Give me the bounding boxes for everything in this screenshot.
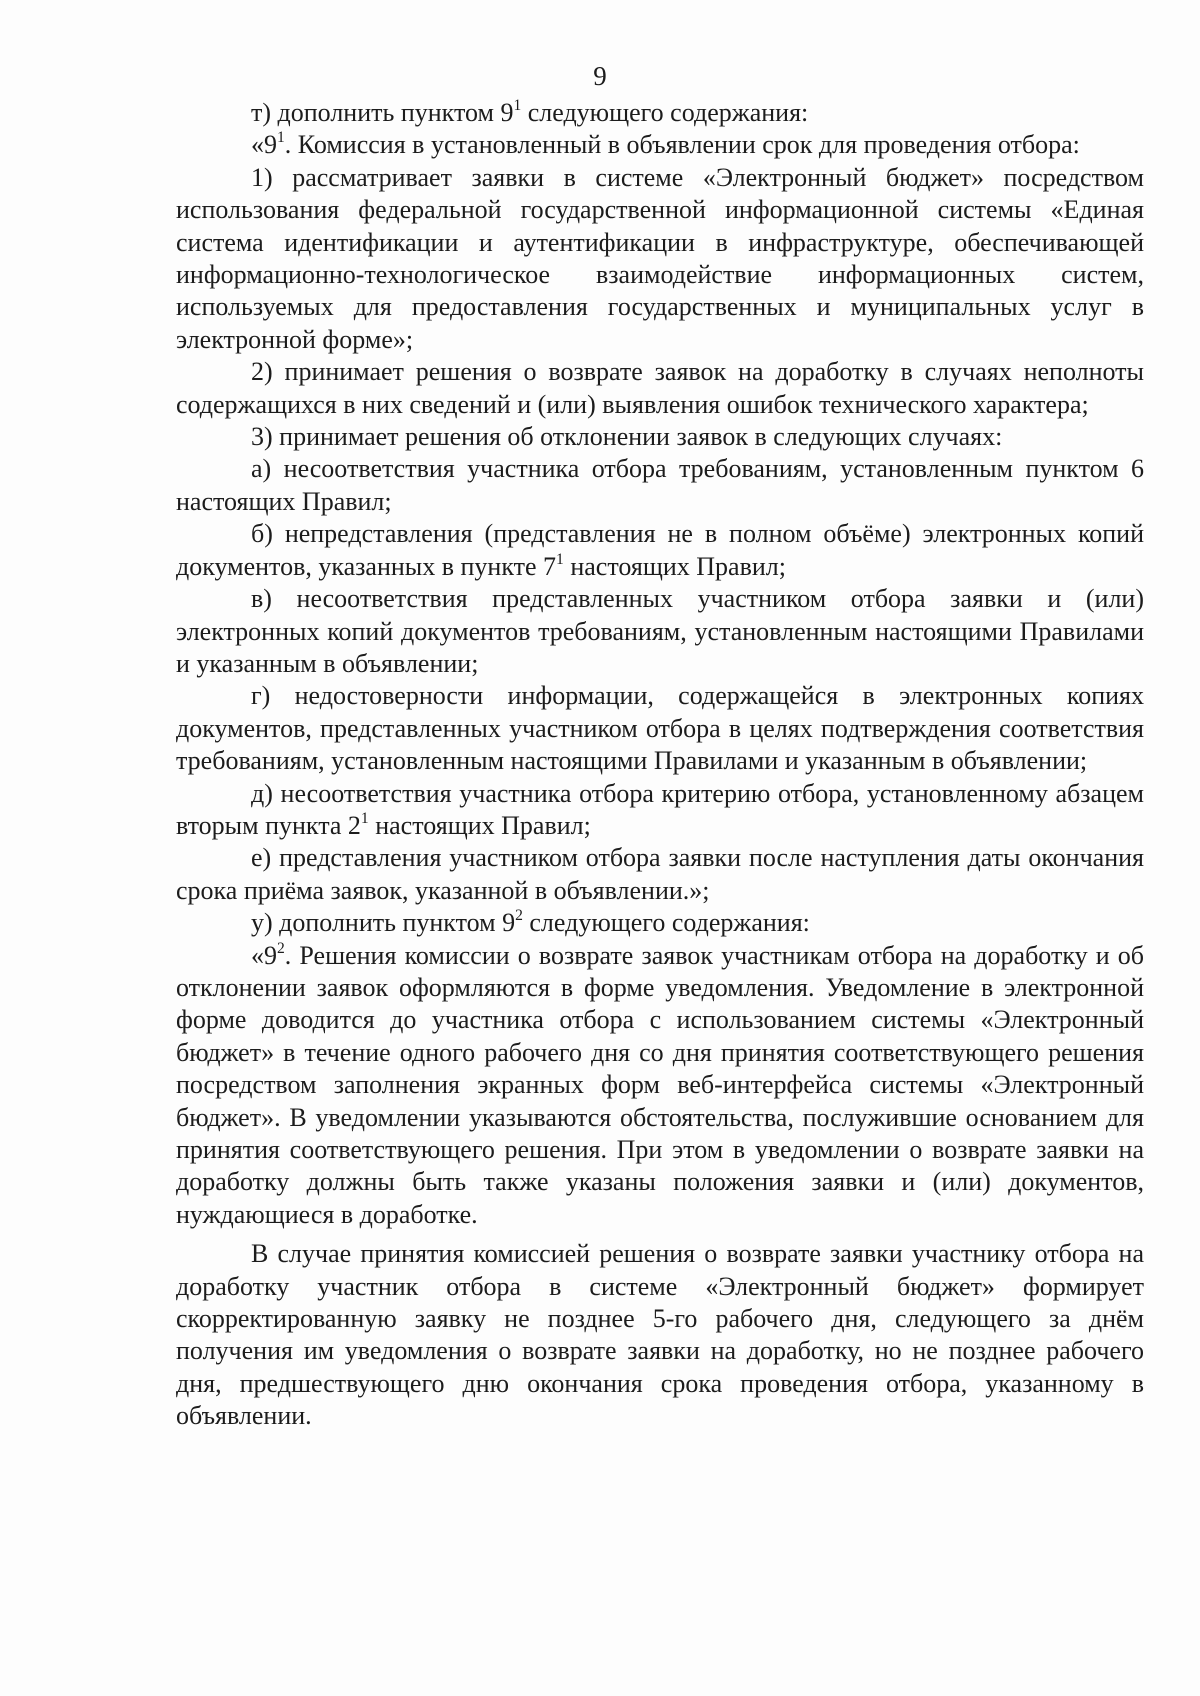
paragraph-text: В случае принятия комиссией решения о возврате заявки участнику отбора на доработку участник отбора в системе «Электронный бюджет» формирует скорректированную заявку не позднее 5-го рабочего дня, следующего за днём получения им уведомления о возврате заявки на доработку, но не позднее рабочего дня, предшествующего дню окончания срока проведения отбора, указанному в объявлении.	[176, 1239, 1144, 1431]
paragraph	[176, 1238, 1144, 1432]
paragraph	[176, 842, 1144, 907]
paragraph	[176, 940, 1144, 1232]
document-body	[176, 97, 1144, 1433]
paragraph-text: . Комиссия в установленный в объявлении срок для проведения отбора:	[284, 130, 1080, 160]
superscript: 1	[277, 129, 285, 147]
superscript: 1	[513, 97, 522, 115]
paragraph-text: «9	[251, 940, 277, 970]
superscript: 1	[360, 810, 369, 828]
paragraph-text: . Решения комиссии о возврате заявок участникам отбора на доработку и об отклонении заявок оформляются в форме уведомления. Уведомление в электронной форме доводится до участника отбора с использованием системы «Электронный бюджет» в течение одного рабочего дня со дня принятия соответствующего решения посредством заполнения экранных форм веб-интерфейса системы «Электронный бюджет». В уведомлении указываются обстоятельства, послужившие основанием для принятия соответствующего решения. При этом в уведомлении о возврате заявки на доработку должны быть также указаны положения заявки и (или) документов, нуждающиеся в доработке.	[176, 940, 1144, 1229]
superscript: 2	[277, 939, 285, 957]
paragraph	[176, 129, 1144, 161]
paragraph	[176, 583, 1144, 680]
page-number: 9	[593, 61, 607, 91]
paragraph-text: настоящих Правил;	[563, 551, 786, 581]
paragraph-text: следующего содержания:	[522, 908, 810, 938]
paragraph	[176, 162, 1144, 356]
paragraph	[176, 778, 1144, 843]
paragraph	[176, 453, 1144, 518]
paragraph-text: б) непредставления (представления не в полном объёме) электронных копий документов, указанных в пункте 7	[176, 519, 1144, 581]
superscript: 1	[556, 550, 564, 568]
paragraph-text: а) несоответствия участника отбора требованиям, установленным пунктом 6 настоящих Правил;	[176, 454, 1144, 516]
paragraph	[176, 907, 1144, 939]
paragraph-text: в) несоответствия представленных участником отбора заявки и (или) электронных копий документов требованиям, установленным настоящими Правилами и указанным в объявлении;	[176, 584, 1144, 678]
paragraph-text: д) несоответствия участника отбора критерию отбора, установленному абзацем вторым пункта 2	[176, 778, 1144, 840]
paragraph-text: 2) принимает решения о возврате заявок на доработку в случаях неполноты содержащихся в них сведений и (или) выявления ошибок технического характера;	[176, 357, 1144, 419]
paragraph	[176, 518, 1144, 583]
paragraph	[176, 421, 1144, 453]
paragraph-text: 3) принимает решения об отклонении заявок в следующих случаях:	[251, 422, 1003, 452]
paragraph-text: г) недостоверности информации, содержащейся в электронных копиях документов, представленных участником отбора в целях подтверждения соответствия требованиям, установленным настоящими Правилами и указанным в объявлении;	[176, 681, 1144, 776]
superscript: 2	[515, 907, 523, 925]
paragraph-text: настоящих Правил;	[368, 810, 591, 840]
paragraph-text: «9	[251, 130, 277, 160]
paragraph-text: следующего содержания:	[521, 98, 809, 127]
paragraph	[176, 680, 1144, 777]
paragraph	[176, 97, 1144, 129]
paragraph-text: 1) рассматривает заявки в системе «Электронный бюджет» посредством использования федеральной государственной информационной системы «Единая система идентификации и аутентификации в инфраструктуре, обеспечивающей информационно-технологическое взаимодействие информационных систем, используемых для предоставления государственных и муниципальных услуг в электронной форме»;	[176, 162, 1144, 354]
paragraph-text: е) представления участником отбора заявки после наступления даты окончания срока приёма заявок, указанной в объявлении.»;	[176, 843, 1144, 905]
paragraph	[176, 356, 1144, 421]
paragraph-text: т) дополнить пунктом 9	[251, 98, 514, 127]
paragraph-text: у) дополнить пунктом 9	[251, 908, 516, 938]
